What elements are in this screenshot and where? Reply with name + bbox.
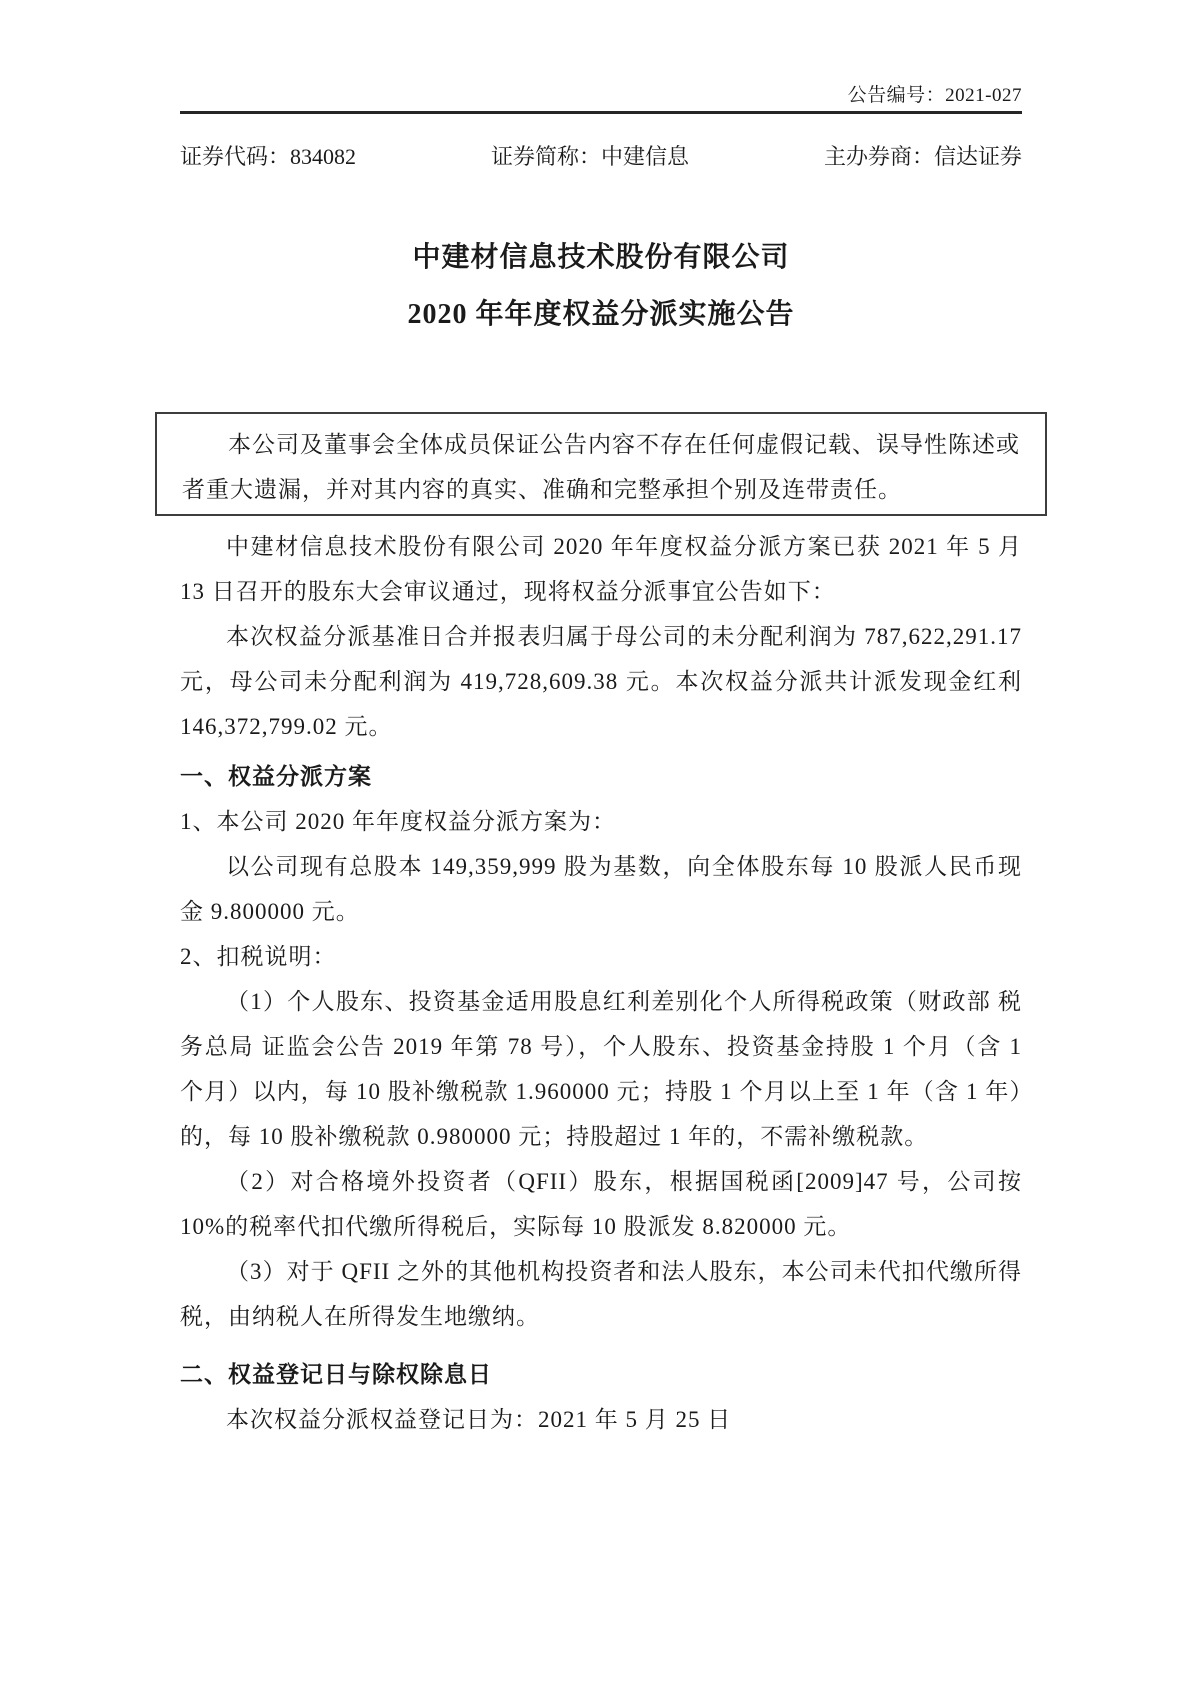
section-2-heading: 二、权益登记日与除权除息日 bbox=[180, 1362, 492, 1387]
section-1-heading: 一、权益分派方案 bbox=[180, 764, 372, 789]
section-1-item-1-detail: 以公司现有总股本 149,359,999 股为基数，向全体股东每 10 股派人民币现金 9.800000 元。 bbox=[180, 854, 1022, 924]
stock-short-name: 证券简称：中建信息 bbox=[490, 144, 689, 169]
announcement-title: 2020 年年度权益分派实施公告 bbox=[407, 299, 795, 330]
section-1-tax-note-3: （3）对于 QFII 之外的其他机构投资者和法人股东，本公司未代扣代缴所得税，由纳税人在所得发生地缴纳。 bbox=[180, 1259, 1022, 1329]
security-info-row bbox=[180, 144, 1022, 170]
body-text bbox=[180, 524, 1022, 1442]
section-2-paragraph-1: 本次权益分派权益登记日为：2021 年 5 月 25 日 bbox=[226, 1407, 732, 1432]
announcement-number: 公告编号：2021-027 bbox=[847, 85, 1022, 106]
section-1-tax-note-1: （1）个人股东、投资基金适用股息红利差别化个人所得税政策（财政部 税务总局 证监会公告 2019 年第 78 号），个人股东、投资基金持股 1 个月（含 1 个月）以内，每 10 股补缴税款 1.960000 元；持股 1 个月以上至 1 年（含 1 年）的，每 10 股补缴税款 0.980000 元；持股超过 1 年的，不需补缴税款。 bbox=[180, 989, 1022, 1149]
section-1-tax-note-2: （2）对合格境外投资者（QFII）股东，根据国税函[2009]47 号，公司按 10%的税率代扣代缴所得税后，实际每 10 股派发 8.820000 元。 bbox=[180, 1169, 1022, 1239]
section-1-item-2: 2、扣税说明： bbox=[180, 944, 337, 969]
stock-code: 证券代码：834082 bbox=[180, 144, 357, 169]
intro-paragraph-2: 本次权益分派基准日合并报表归属于母公司的未分配利润为 787,622,291.17 元，母公司未分配利润为 419,728,609.38 元。本次权益分派共计派发现金红利 146,372,799.02 元。 bbox=[180, 624, 1022, 739]
header-rule bbox=[180, 111, 1022, 114]
company-title: 中建材信息技术股份有限公司 bbox=[412, 242, 790, 273]
sponsor-broker: 主办券商：信达证券 bbox=[823, 144, 1022, 169]
intro-paragraph-1: 中建材信息技术股份有限公司 2020 年年度权益分派方案已获 2021 年 5 月 13 日召开的股东大会审议通过，现将权益分派事宜公告如下： bbox=[180, 534, 1023, 604]
section-1-item-1: 1、本公司 2020 年年度权益分派方案为： bbox=[180, 809, 616, 834]
disclaimer-box: 本公司及董事会全体成员保证公告内容不存在任何虚假记载、误导性陈述或者重大遗漏，并对其内容的真实、准确和完整承担个别及连带责任。 bbox=[155, 412, 1047, 516]
